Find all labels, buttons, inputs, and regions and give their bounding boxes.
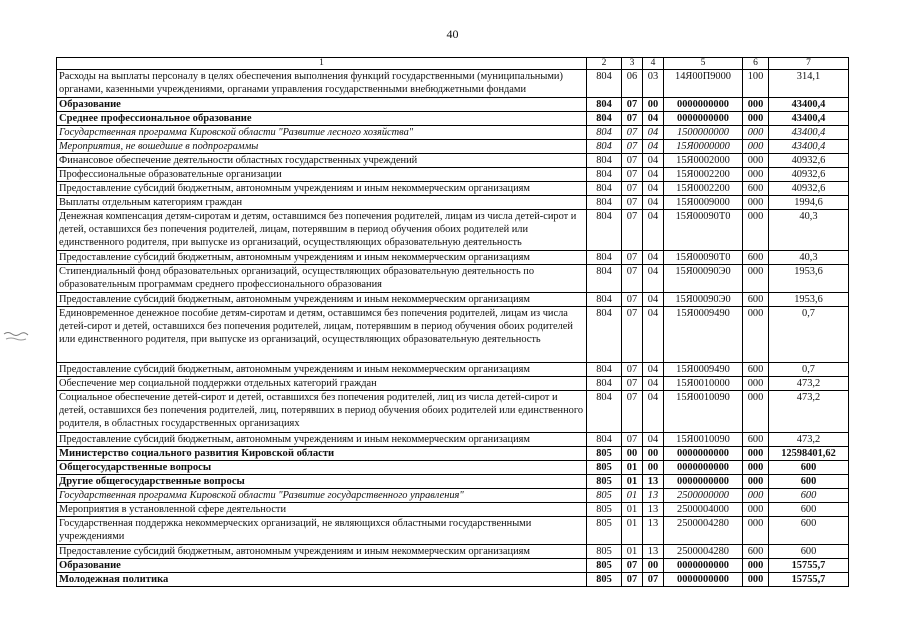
row-target-article-cell: 2500004280 bbox=[664, 544, 743, 558]
row-code-cell: 804 bbox=[587, 209, 622, 251]
row-expense-type-cell: 000 bbox=[743, 265, 769, 293]
table-row bbox=[57, 572, 849, 586]
row-target-article-cell: 15Я0009490 bbox=[664, 363, 743, 377]
row-section-cell: 07 bbox=[622, 167, 643, 181]
table-row bbox=[57, 488, 849, 502]
table-row bbox=[57, 363, 849, 377]
table-row bbox=[57, 460, 849, 474]
row-target-article-cell: 15Я0002000 bbox=[664, 153, 743, 167]
row-amount-cell: 600 bbox=[769, 460, 849, 474]
row-section-cell: 07 bbox=[622, 97, 643, 111]
row-target-article-cell: 15Я00090Э0 bbox=[664, 265, 743, 293]
row-subsection-cell: 04 bbox=[643, 363, 664, 377]
row-subsection-cell: 04 bbox=[643, 167, 664, 181]
table-row bbox=[57, 292, 849, 306]
row-expense-type-cell: 000 bbox=[743, 306, 769, 362]
row-amount-cell: 40932,6 bbox=[769, 167, 849, 181]
row-name-cell: Социальное обеспечение детей-сирот и детей, оставшихся без попечения родителей, лиц из числа детей-сирот и детей, оставшихся без попечения родителей, лиц, потерявших в период обучения обоих родителей или единственного родителя, в областных государственных организациях bbox=[57, 391, 587, 433]
row-subsection-cell: 04 bbox=[643, 181, 664, 195]
row-expense-type-cell: 000 bbox=[743, 167, 769, 181]
row-name-cell: Единовременное денежное пособие детям-сиротам и детям, оставшимся без попечения родителей, лицам из числа детей-сирот и детей, оставшихся без попечения родителей, лицам, потерявшим в период обучения обоих родителей или единственного родителя, при выпуске из организаций, осуществляющих образовательную деятельность bbox=[57, 306, 587, 362]
row-section-cell: 01 bbox=[622, 474, 643, 488]
row-expense-type-cell: 000 bbox=[743, 377, 769, 391]
row-name-cell: Государственная поддержка некоммерческих организаций, не являющихся областными государственными учреждениями bbox=[57, 516, 587, 544]
row-amount-cell: 15755,7 bbox=[769, 558, 849, 572]
row-name-cell: Предоставление субсидий бюджетным, автономным учреждениям и иным некоммерческим организациям bbox=[57, 544, 587, 558]
row-section-cell: 07 bbox=[622, 195, 643, 209]
row-expense-type-cell: 000 bbox=[743, 474, 769, 488]
row-name-cell: Расходы на выплаты персоналу в целях обеспечения выполнения функций государственными (муниципальными) органами, казенными учреждениями, органами управления государственными внебюджетными фондами bbox=[57, 70, 587, 98]
row-amount-cell: 43400,4 bbox=[769, 125, 849, 139]
row-subsection-cell: 13 bbox=[643, 544, 664, 558]
table-row bbox=[57, 306, 849, 362]
row-amount-cell: 1953,6 bbox=[769, 292, 849, 306]
row-code-cell: 804 bbox=[587, 363, 622, 377]
row-amount-cell: 40,3 bbox=[769, 209, 849, 251]
row-amount-cell: 0,7 bbox=[769, 363, 849, 377]
row-section-cell: 07 bbox=[622, 572, 643, 586]
row-expense-type-cell: 600 bbox=[743, 363, 769, 377]
row-amount-cell: 15755,7 bbox=[769, 572, 849, 586]
table-row bbox=[57, 391, 849, 433]
row-expense-type-cell: 000 bbox=[743, 572, 769, 586]
table-row bbox=[57, 195, 849, 209]
row-expense-type-cell: 000 bbox=[743, 139, 769, 153]
row-subsection-cell: 00 bbox=[643, 446, 664, 460]
row-target-article-cell: 0000000000 bbox=[664, 558, 743, 572]
row-name-cell: Денежная компенсация детям-сиротам и детям, оставшимся без попечения родителей, лицам из числа детей-сирот и детей, оставшихся без попечения родителей, лицам, потерявшим в период обучения обоих родителей или единственного родителя, при выпуске из организаций, осуществляющих образовательную деятельность bbox=[57, 209, 587, 251]
table-row bbox=[57, 377, 849, 391]
row-target-article-cell: 15Я0002200 bbox=[664, 181, 743, 195]
row-code-cell: 804 bbox=[587, 292, 622, 306]
row-section-cell: 07 bbox=[622, 363, 643, 377]
row-section-cell: 07 bbox=[622, 306, 643, 362]
row-expense-type-cell: 000 bbox=[743, 97, 769, 111]
row-target-article-cell: 2500004280 bbox=[664, 516, 743, 544]
row-target-article-cell: 15Я00090Т0 bbox=[664, 251, 743, 265]
row-code-cell: 805 bbox=[587, 488, 622, 502]
table-row bbox=[57, 544, 849, 558]
row-code-cell: 804 bbox=[587, 125, 622, 139]
row-target-article-cell: 0000000000 bbox=[664, 474, 743, 488]
row-target-article-cell: 15Я00090Т0 bbox=[664, 209, 743, 251]
header-cell: 5 bbox=[664, 58, 743, 70]
row-section-cell: 01 bbox=[622, 516, 643, 544]
row-amount-cell: 473,2 bbox=[769, 432, 849, 446]
table-row bbox=[57, 474, 849, 488]
row-section-cell: 07 bbox=[622, 391, 643, 433]
row-code-cell: 805 bbox=[587, 502, 622, 516]
table-row bbox=[57, 251, 849, 265]
row-code-cell: 804 bbox=[587, 432, 622, 446]
table-row bbox=[57, 558, 849, 572]
table-row bbox=[57, 125, 849, 139]
row-section-cell: 07 bbox=[622, 111, 643, 125]
row-subsection-cell: 04 bbox=[643, 125, 664, 139]
row-code-cell: 804 bbox=[587, 181, 622, 195]
row-subsection-cell: 04 bbox=[643, 111, 664, 125]
row-subsection-cell: 03 bbox=[643, 70, 664, 98]
row-name-cell: Предоставление субсидий бюджетным, автономным учреждениям и иным некоммерческим организациям bbox=[57, 363, 587, 377]
table-row bbox=[57, 111, 849, 125]
row-name-cell: Обеспечение мер социальной поддержки отдельных категорий граждан bbox=[57, 377, 587, 391]
row-name-cell: Мероприятия в установленной сфере деятельности bbox=[57, 502, 587, 516]
row-amount-cell: 600 bbox=[769, 516, 849, 544]
row-amount-cell: 473,2 bbox=[769, 391, 849, 433]
row-amount-cell: 600 bbox=[769, 502, 849, 516]
row-amount-cell: 1994,6 bbox=[769, 195, 849, 209]
row-subsection-cell: 13 bbox=[643, 516, 664, 544]
row-amount-cell: 43400,4 bbox=[769, 139, 849, 153]
row-target-article-cell: 0000000000 bbox=[664, 460, 743, 474]
row-subsection-cell: 00 bbox=[643, 558, 664, 572]
header-cell: 6 bbox=[743, 58, 769, 70]
row-section-cell: 07 bbox=[622, 292, 643, 306]
table-row bbox=[57, 181, 849, 195]
row-subsection-cell: 04 bbox=[643, 153, 664, 167]
row-name-cell: Среднее профессиональное образование bbox=[57, 111, 587, 125]
row-code-cell: 805 bbox=[587, 460, 622, 474]
row-amount-cell: 314,1 bbox=[769, 70, 849, 98]
row-section-cell: 01 bbox=[622, 460, 643, 474]
row-section-cell: 07 bbox=[622, 558, 643, 572]
row-amount-cell: 40932,6 bbox=[769, 181, 849, 195]
row-name-cell: Мероприятия, не вошедшие в подпрограммы bbox=[57, 139, 587, 153]
row-section-cell: 07 bbox=[622, 153, 643, 167]
row-expense-type-cell: 000 bbox=[743, 125, 769, 139]
row-code-cell: 804 bbox=[587, 251, 622, 265]
row-name-cell: Предоставление субсидий бюджетным, автономным учреждениям и иным некоммерческим организациям bbox=[57, 251, 587, 265]
header-cell: 3 bbox=[622, 58, 643, 70]
row-subsection-cell: 04 bbox=[643, 306, 664, 362]
row-name-cell: Государственная программа Кировской области "Развитие государственного управления" bbox=[57, 488, 587, 502]
row-subsection-cell: 00 bbox=[643, 460, 664, 474]
row-subsection-cell: 00 bbox=[643, 97, 664, 111]
row-target-article-cell: 0000000000 bbox=[664, 111, 743, 125]
row-subsection-cell: 04 bbox=[643, 292, 664, 306]
row-expense-type-cell: 600 bbox=[743, 432, 769, 446]
row-name-cell: Предоставление субсидий бюджетным, автономным учреждениям и иным некоммерческим организациям bbox=[57, 432, 587, 446]
row-subsection-cell: 07 bbox=[643, 572, 664, 586]
row-expense-type-cell: 000 bbox=[743, 502, 769, 516]
row-name-cell: Молодежная политика bbox=[57, 572, 587, 586]
header-cell: 4 bbox=[643, 58, 664, 70]
table-row bbox=[57, 97, 849, 111]
row-amount-cell: 600 bbox=[769, 488, 849, 502]
row-expense-type-cell: 000 bbox=[743, 153, 769, 167]
row-name-cell: Финансовое обеспечение деятельности областных государственных учреждений bbox=[57, 153, 587, 167]
row-code-cell: 804 bbox=[587, 195, 622, 209]
row-name-cell: Государственная программа Кировской области "Развитие лесного хозяйства" bbox=[57, 125, 587, 139]
row-subsection-cell: 04 bbox=[643, 251, 664, 265]
row-code-cell: 805 bbox=[587, 572, 622, 586]
row-target-article-cell: 2500000000 bbox=[664, 488, 743, 502]
row-name-cell: Образование bbox=[57, 558, 587, 572]
row-expense-type-cell: 000 bbox=[743, 446, 769, 460]
row-code-cell: 804 bbox=[587, 167, 622, 181]
row-code-cell: 804 bbox=[587, 153, 622, 167]
table-row bbox=[57, 446, 849, 460]
row-code-cell: 804 bbox=[587, 377, 622, 391]
row-target-article-cell: 15Я0010000 bbox=[664, 377, 743, 391]
row-target-article-cell: 15Я0009000 bbox=[664, 195, 743, 209]
row-expense-type-cell: 000 bbox=[743, 391, 769, 433]
row-expense-type-cell: 000 bbox=[743, 209, 769, 251]
row-section-cell: 07 bbox=[622, 181, 643, 195]
table-row bbox=[57, 265, 849, 293]
row-code-cell: 804 bbox=[587, 70, 622, 98]
row-section-cell: 07 bbox=[622, 209, 643, 251]
row-section-cell: 01 bbox=[622, 544, 643, 558]
row-name-cell: Предоставление субсидий бюджетным, автономным учреждениям и иным некоммерческим организациям bbox=[57, 292, 587, 306]
row-target-article-cell: 15Я0010090 bbox=[664, 391, 743, 433]
row-section-cell: 00 bbox=[622, 446, 643, 460]
row-code-cell: 805 bbox=[587, 446, 622, 460]
row-expense-type-cell: 000 bbox=[743, 516, 769, 544]
row-name-cell: Другие общегосударственные вопросы bbox=[57, 474, 587, 488]
row-name-cell: Профессиональные образовательные организации bbox=[57, 167, 587, 181]
row-code-cell: 805 bbox=[587, 474, 622, 488]
row-amount-cell: 40,3 bbox=[769, 251, 849, 265]
row-section-cell: 07 bbox=[622, 139, 643, 153]
row-code-cell: 805 bbox=[587, 558, 622, 572]
row-target-article-cell: 14Я00П9000 bbox=[664, 70, 743, 98]
row-subsection-cell: 04 bbox=[643, 377, 664, 391]
row-name-cell: Общегосударственные вопросы bbox=[57, 460, 587, 474]
row-target-article-cell: 15Я0010090 bbox=[664, 432, 743, 446]
row-target-article-cell: 0000000000 bbox=[664, 97, 743, 111]
row-section-cell: 01 bbox=[622, 488, 643, 502]
row-subsection-cell: 04 bbox=[643, 265, 664, 293]
row-section-cell: 07 bbox=[622, 251, 643, 265]
row-code-cell: 804 bbox=[587, 265, 622, 293]
row-expense-type-cell: 000 bbox=[743, 558, 769, 572]
row-subsection-cell: 04 bbox=[643, 139, 664, 153]
row-expense-type-cell: 600 bbox=[743, 544, 769, 558]
table-row bbox=[57, 502, 849, 516]
row-amount-cell: 473,2 bbox=[769, 377, 849, 391]
row-code-cell: 805 bbox=[587, 516, 622, 544]
row-code-cell: 804 bbox=[587, 306, 622, 362]
row-subsection-cell: 04 bbox=[643, 432, 664, 446]
row-expense-type-cell: 600 bbox=[743, 251, 769, 265]
row-target-article-cell: 15Я0009490 bbox=[664, 306, 743, 362]
table-row bbox=[57, 516, 849, 544]
row-subsection-cell: 04 bbox=[643, 391, 664, 433]
row-subsection-cell: 04 bbox=[643, 209, 664, 251]
row-expense-type-cell: 000 bbox=[743, 111, 769, 125]
row-code-cell: 804 bbox=[587, 139, 622, 153]
budget-table bbox=[56, 57, 849, 587]
table-row bbox=[57, 167, 849, 181]
table-row bbox=[57, 70, 849, 98]
row-name-cell: Выплаты отдельным категориям граждан bbox=[57, 195, 587, 209]
row-code-cell: 804 bbox=[587, 97, 622, 111]
row-name-cell: Образование bbox=[57, 97, 587, 111]
row-amount-cell: 40932,6 bbox=[769, 153, 849, 167]
row-code-cell: 804 bbox=[587, 391, 622, 433]
table-row bbox=[57, 153, 849, 167]
row-expense-type-cell: 600 bbox=[743, 292, 769, 306]
header-cell: 2 bbox=[587, 58, 622, 70]
row-target-article-cell: 2500004000 bbox=[664, 502, 743, 516]
row-target-article-cell: 0000000000 bbox=[664, 572, 743, 586]
row-amount-cell: 600 bbox=[769, 474, 849, 488]
row-expense-type-cell: 000 bbox=[743, 488, 769, 502]
row-name-cell: Предоставление субсидий бюджетным, автономным учреждениям и иным некоммерческим организациям bbox=[57, 181, 587, 195]
row-section-cell: 06 bbox=[622, 70, 643, 98]
row-expense-type-cell: 600 bbox=[743, 181, 769, 195]
header-cell: 1 bbox=[57, 58, 587, 70]
row-expense-type-cell: 100 bbox=[743, 70, 769, 98]
table-header-row bbox=[57, 58, 849, 70]
row-subsection-cell: 13 bbox=[643, 488, 664, 502]
row-amount-cell: 12598401,62 bbox=[769, 446, 849, 460]
row-expense-type-cell: 000 bbox=[743, 195, 769, 209]
row-section-cell: 07 bbox=[622, 432, 643, 446]
row-target-article-cell: 15Я00090Э0 bbox=[664, 292, 743, 306]
header-cell: 7 bbox=[769, 58, 849, 70]
scan-smudge-mark bbox=[2, 327, 40, 343]
table-row bbox=[57, 432, 849, 446]
row-amount-cell: 600 bbox=[769, 544, 849, 558]
table-row bbox=[57, 139, 849, 153]
row-subsection-cell: 13 bbox=[643, 474, 664, 488]
row-target-article-cell: 0000000000 bbox=[664, 446, 743, 460]
row-subsection-cell: 04 bbox=[643, 195, 664, 209]
row-section-cell: 07 bbox=[622, 265, 643, 293]
row-expense-type-cell: 000 bbox=[743, 460, 769, 474]
row-target-article-cell: 15Я0002200 bbox=[664, 167, 743, 181]
row-amount-cell: 1953,6 bbox=[769, 265, 849, 293]
row-amount-cell: 43400,4 bbox=[769, 97, 849, 111]
row-section-cell: 01 bbox=[622, 502, 643, 516]
row-section-cell: 07 bbox=[622, 377, 643, 391]
row-amount-cell: 43400,4 bbox=[769, 111, 849, 125]
row-amount-cell: 0,7 bbox=[769, 306, 849, 362]
table-row bbox=[57, 209, 849, 251]
row-target-article-cell: 15Я0000000 bbox=[664, 139, 743, 153]
row-subsection-cell: 13 bbox=[643, 502, 664, 516]
row-target-article-cell: 1500000000 bbox=[664, 125, 743, 139]
row-name-cell: Стипендиальный фонд образовательных организаций, осуществляющих образовательную деятельность по образовательным программам среднего профессионального образования bbox=[57, 265, 587, 293]
row-code-cell: 804 bbox=[587, 111, 622, 125]
row-name-cell: Министерство социального развития Кировской области bbox=[57, 446, 587, 460]
row-section-cell: 07 bbox=[622, 125, 643, 139]
row-code-cell: 805 bbox=[587, 544, 622, 558]
page-number: 40 bbox=[446, 27, 459, 41]
